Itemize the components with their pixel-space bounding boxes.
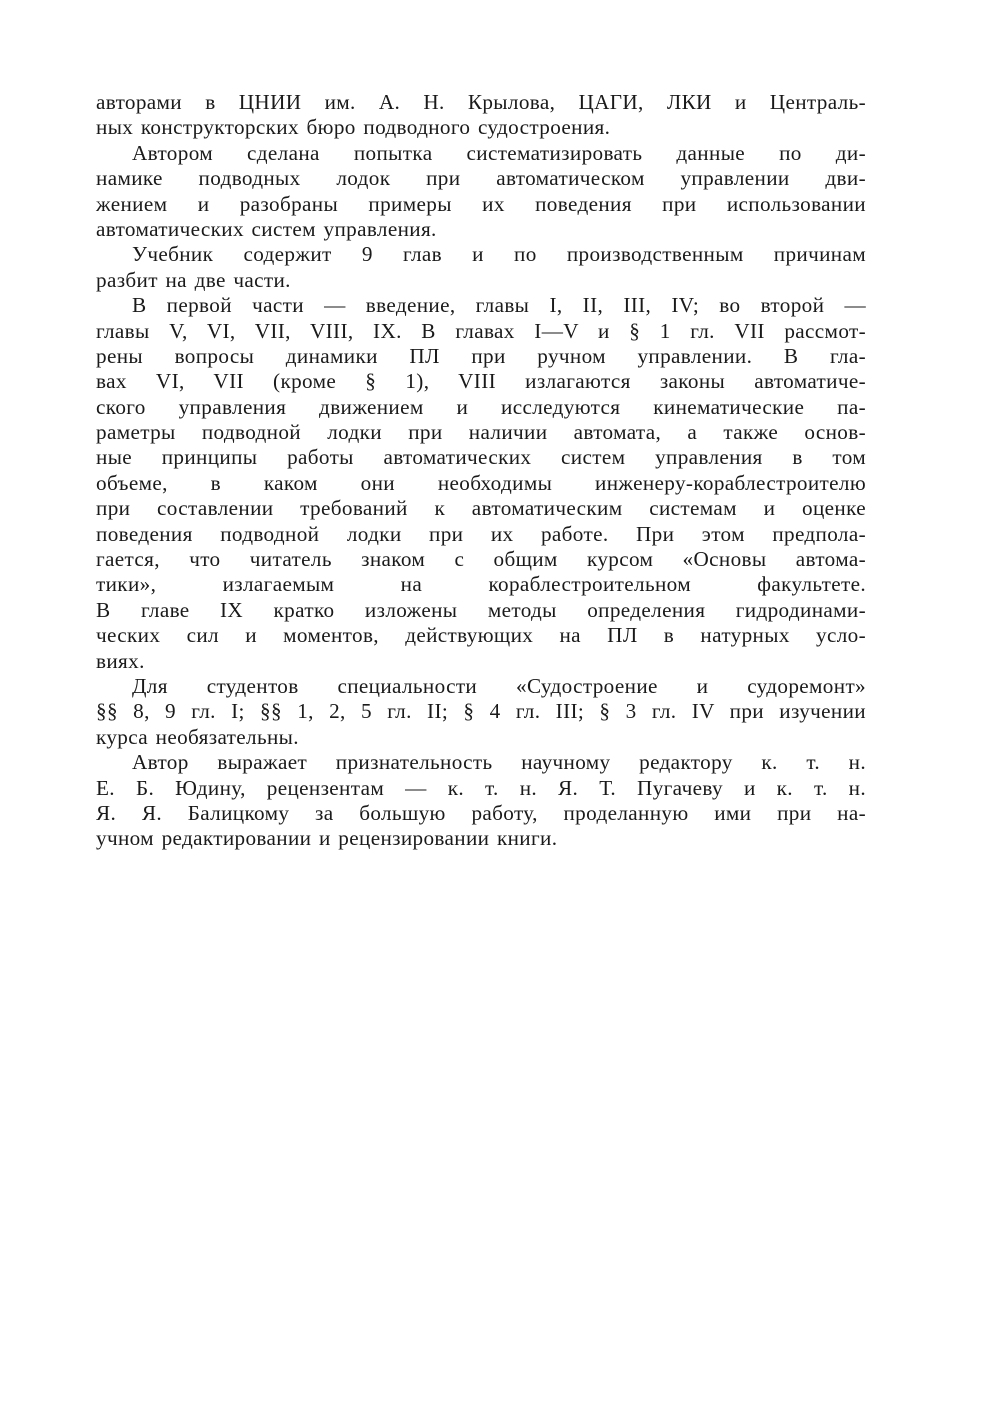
text-line: курса необязательны. xyxy=(96,724,299,749)
text-line: Е. Б. Юдину, рецензентам — к. т. н. Я. Т. Пугачеву и к. т. н. xyxy=(96,775,866,800)
text-line: гается, что читатель знаком с общим курсом «Основы автома- xyxy=(96,547,866,572)
text-line: вах VI, VII (кроме § 1), VIII излагаются законы автоматиче- xyxy=(96,369,866,394)
text-line: разбит на две части. xyxy=(96,267,291,292)
text-line: Учебник содержит 9 глав и по производственным причинам xyxy=(132,242,866,267)
text-line: ческих сил и моментов, действующих на ПЛ в натурных усло- xyxy=(96,623,866,648)
text-line: авторами в ЦНИИ им. А. Н. Крылова, ЦАГИ, ЛКИ и Централь- xyxy=(96,90,866,114)
text-line: §§ 8, 9 гл. I; §§ 1, 2, 5 гл. II; § 4 гл. III; § 3 гл. IV при изучении xyxy=(96,699,866,724)
text-line: ского управления движением и исследуются кинематические па- xyxy=(96,394,866,419)
text-line: Я. Я. Балицкому за большую работу, проделанную ими при на- xyxy=(96,800,866,825)
text-line: намике подводных лодок при автоматическом управлении дви- xyxy=(96,166,866,191)
text-line: раметры подводной лодки при наличии автомата, а также основ- xyxy=(96,420,866,445)
text-line: В главе IX кратко изложены методы определения гидродинами- xyxy=(96,597,866,622)
text-line: В первой части — введение, главы I, II, III, IV; во второй — xyxy=(132,293,866,318)
text-line: автоматических систем управления. xyxy=(96,216,437,241)
text-line: виях. xyxy=(96,648,145,673)
text-line: Для студентов специальности «Судостроение и судоремонт» xyxy=(132,673,866,698)
text-line: учном редактировании и рецензировании книги. xyxy=(96,826,558,851)
document-body xyxy=(96,90,866,852)
text-line: Автором сделана попытка систематизировать данные по ди- xyxy=(132,140,866,165)
text-line: поведения подводной лодки при их работе. При этом предпола- xyxy=(96,521,866,546)
text-line: ных конструкторских бюро подводного судостроения. xyxy=(96,115,611,140)
text-line: тики», излагаемым на кораблестроительном факультете. xyxy=(96,572,866,597)
text-line: Автор выражает признательность научному редактору к. т. н. xyxy=(132,750,866,775)
text-line: ные принципы работы автоматических систем управления в том xyxy=(96,445,866,470)
text-line: жением и разобраны примеры их поведения при использовании xyxy=(96,191,866,216)
text-line: рены вопросы динамики ПЛ при ручном управлении. В гла- xyxy=(96,343,866,368)
text-line: при составлении требований к автоматическим системам и оценке xyxy=(96,496,866,521)
text-line: главы V, VI, VII, VIII, IX. В главах I—V и § 1 гл. VII рассмот- xyxy=(96,318,866,343)
text-line: объеме, в каком они необходимы инженеру-кораблестроителю xyxy=(96,470,866,495)
